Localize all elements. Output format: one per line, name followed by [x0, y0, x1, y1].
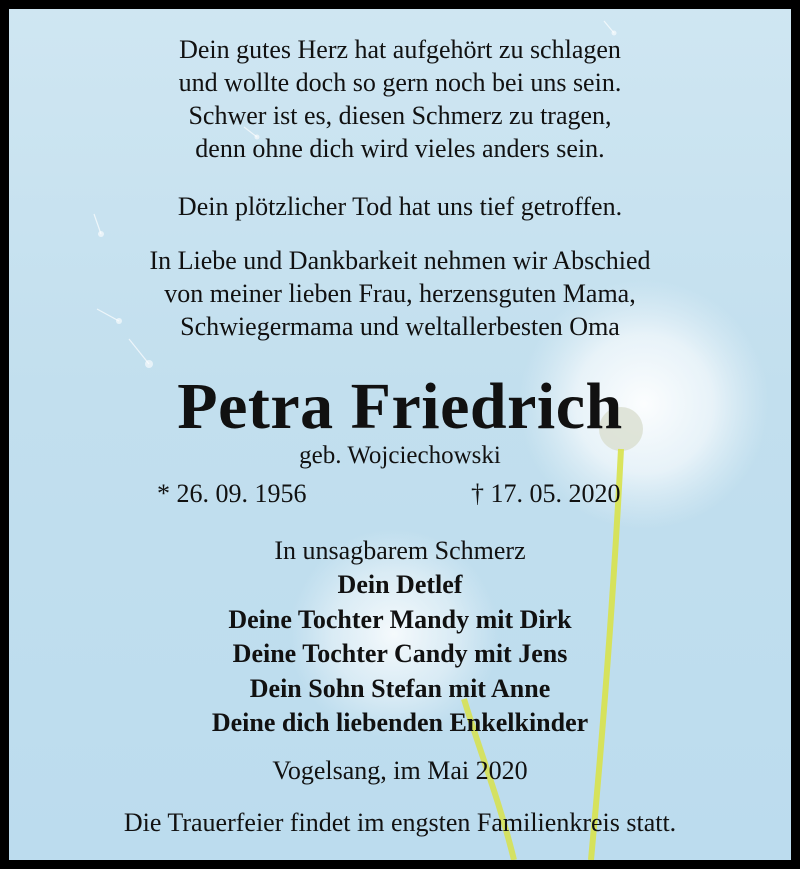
- signoff: In unsagbarem Schmerz: [274, 536, 526, 565]
- obituary-text: [9, 9, 791, 860]
- family-member: Dein Sohn Stefan mit Anne: [249, 673, 551, 703]
- family-member: Deine Tochter Candy mit Jens: [232, 639, 568, 668]
- family-member: Deine Tochter Mandy mit Dirk: [228, 604, 572, 634]
- sudden-death-line: [9, 190, 791, 223]
- birth-name: geb. Wojciechowski: [299, 442, 501, 469]
- sudden-death-text: Dein plötzlicher Tod hat uns tief getroffen.: [177, 192, 623, 221]
- poem-line: denn ohne dich wird vieles anders sein.: [195, 134, 605, 163]
- place-date: Vogelsang, im Mai 2020: [272, 756, 528, 785]
- birth-date: * 26. 09. 1956: [157, 479, 307, 508]
- poem-line: Dein gutes Herz hat aufgehört zu schlagen: [179, 35, 621, 64]
- farewell-line: In Liebe und Dankbarkeit nehmen wir Abschied: [149, 246, 651, 275]
- farewell-line: von meiner lieben Frau, herzensguten Mama,: [164, 279, 636, 308]
- poem-line: Schwer ist es, diesen Schmerz zu tragen,: [188, 101, 612, 130]
- family-member: Deine dich liebenden Enkelkinder: [211, 708, 589, 737]
- life-dates: [9, 477, 791, 511]
- death-date: † 17. 05. 2020: [471, 479, 621, 508]
- farewell-line: Schwiegermama und weltallerbesten Oma: [180, 312, 620, 341]
- poem-line: und wollte doch so gern noch bei uns sein.: [178, 68, 622, 97]
- farewell-paragraph: [9, 244, 791, 343]
- funeral-note: Die Trauerfeier findet im engsten Familienkreis statt.: [123, 808, 677, 837]
- deceased-name: Petra Friedrich: [177, 370, 623, 443]
- family-list: [9, 568, 791, 741]
- poem: [9, 33, 791, 165]
- family-member: Dein Detlef: [337, 570, 463, 599]
